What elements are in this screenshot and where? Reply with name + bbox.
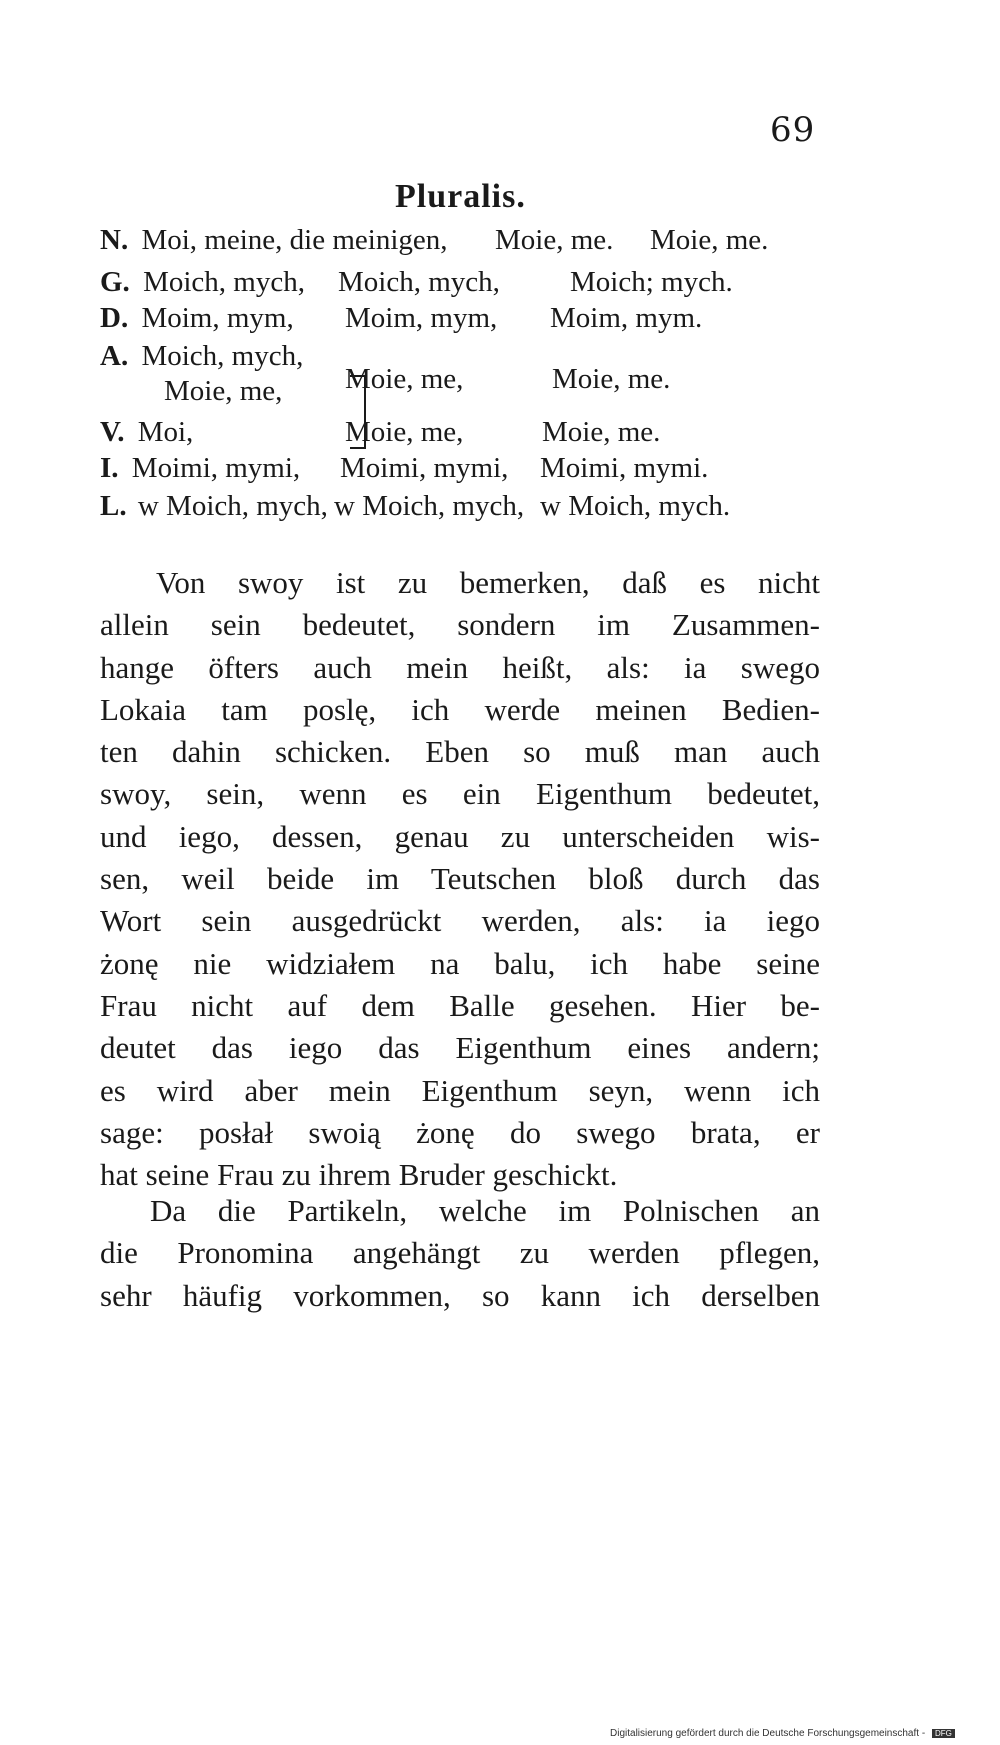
case-label: V. <box>100 416 125 448</box>
section-heading: Pluralis. <box>395 178 526 215</box>
case-label: N. <box>100 224 129 256</box>
form-2: Moie, me, <box>345 416 464 448</box>
text-line: ten dahin schicken. Eben so muß man auch <box>100 734 820 770</box>
case-label: I. <box>100 452 119 484</box>
text-line: deutet das iego das Eigenthum eines andern; <box>100 1030 820 1066</box>
form-2: Moie, me, <box>345 363 464 395</box>
form-3: Moim, mym. <box>550 302 703 334</box>
form-2: Moimi, mymi, <box>340 452 509 484</box>
text-line: sehr häufig vorkommen, so kann ich derselben <box>100 1277 820 1313</box>
form-3: Moie, me. <box>542 416 661 448</box>
form-1: Moi, meine, die meinigen, <box>141 224 448 256</box>
form-3: w Moich, mych. <box>540 490 731 522</box>
form-2: Moie, me. <box>495 224 614 256</box>
text-line: żonę nie widziałem na balu, ich habe seine <box>100 945 820 981</box>
text-line: Lokaia tam poslę, ich werde meinen Bedien- <box>100 691 820 727</box>
text-line: und iego, dessen, genau zu unterscheiden wis- <box>100 818 820 854</box>
text-line: Von swoy ist zu bemerken, daß es nicht <box>156 565 820 600</box>
case-and-form-1 <box>100 266 305 299</box>
form-1: Moie, me, <box>164 375 283 407</box>
declension-row-vocative <box>100 416 830 456</box>
text-line: allein sein bedeutet, sondern im Zusammen- <box>100 607 820 643</box>
form-1: Moich, mych, <box>143 266 305 298</box>
case-and-form-1 <box>100 224 448 257</box>
case-and-form-1 <box>100 490 328 523</box>
text-line: hat seine Frau zu ihrem Bruder geschickt. <box>100 1157 618 1193</box>
form-3: Moie, me. <box>650 224 769 256</box>
form-1: Moi, <box>137 416 194 448</box>
text-line: sen, weil beide im Teutschen bloß durch das <box>100 861 820 897</box>
form-3: Moie, me. <box>552 363 671 395</box>
case-and-form-1 <box>100 340 303 373</box>
declension-row-instrumental <box>100 452 830 492</box>
declension-row-dative <box>100 302 830 342</box>
form-1: Moimi, mymi, <box>131 452 301 484</box>
case-label: G. <box>100 266 130 298</box>
text-line: Da die Partikeln, welche im Polnischen an <box>150 1193 820 1228</box>
dfg-logo: DFG <box>932 1729 955 1738</box>
case-and-form-1 <box>100 452 300 485</box>
form-1: Moich, mych, <box>141 340 304 372</box>
form-2: w Moich, mych, <box>334 490 525 522</box>
declension-row-accusative <box>100 340 830 380</box>
case-label: D. <box>100 302 129 334</box>
text-line: es wird aber mein Eigenthum seyn, wenn ich <box>100 1072 820 1108</box>
form-1: Moim, mym, <box>141 302 294 334</box>
text-line: Frau nicht auf dem Balle gesehen. Hier be- <box>100 987 820 1023</box>
declension-row-genitive <box>100 266 830 306</box>
paragraph-swoy <box>100 562 820 1196</box>
form-2: Moich, mych, <box>338 266 500 298</box>
text-line: sage: posłał swoią żonę do swego brata, er <box>100 1114 820 1150</box>
case-label: L. <box>100 490 127 522</box>
form-2: Moim, mym, <box>345 302 498 334</box>
paragraph-partikeln <box>100 1190 820 1317</box>
form-3: Moimi, mymi. <box>540 452 709 484</box>
text-line: swoy, sein, wenn es ein Eigenthum bedeutet, <box>100 776 820 812</box>
text-line: hange öfters auch mein heißt, als: ia swego <box>100 649 820 685</box>
declension-row-accusative-2 <box>100 363 830 415</box>
credit-text: Digitalisierung gefördert durch die Deutsche Forschungsgemeinschaft - <box>610 1728 926 1739</box>
form-1: w Moich, mych, <box>137 490 328 522</box>
digitization-credit <box>610 1728 955 1739</box>
case-label: A. <box>100 340 129 372</box>
case-and-form-1 <box>100 302 294 335</box>
case-and-form-1 <box>100 416 193 449</box>
text-line: die Pronomina angehängt zu werden pflegen, <box>100 1235 820 1271</box>
form-3: Moich; mych. <box>570 266 733 298</box>
declension-row-nominative <box>100 224 830 264</box>
page-number: 69 <box>770 110 816 150</box>
declension-row-locative <box>100 490 830 530</box>
text-line: Wort sein ausgedrückt werden, als: ia iego <box>100 903 820 939</box>
